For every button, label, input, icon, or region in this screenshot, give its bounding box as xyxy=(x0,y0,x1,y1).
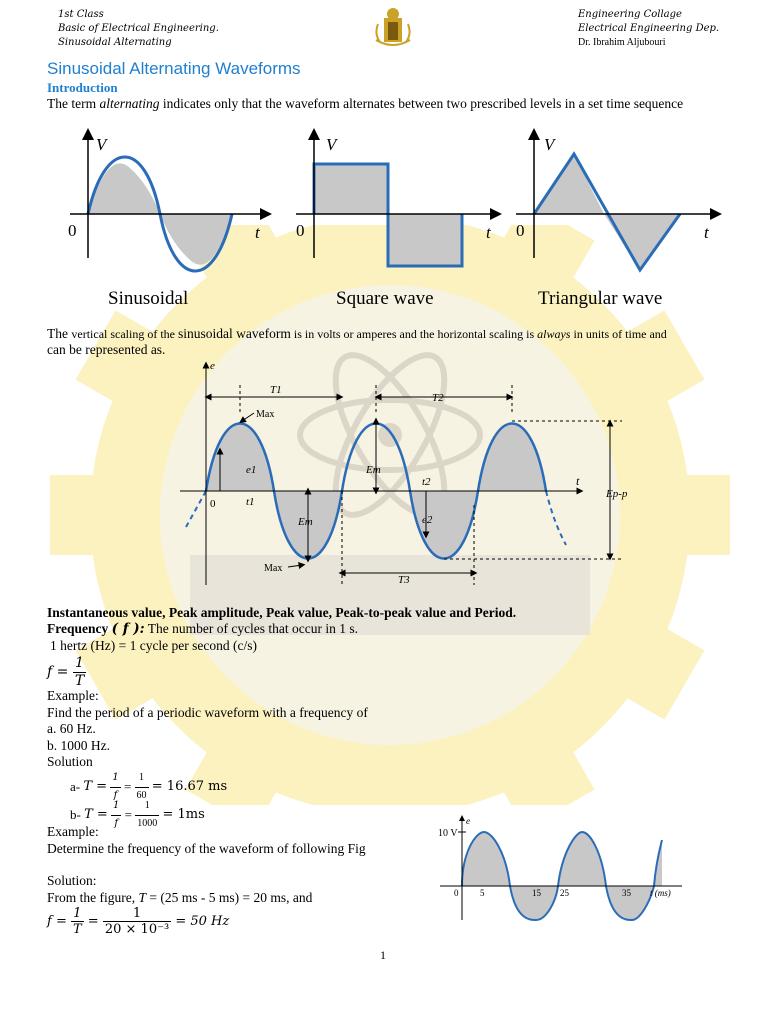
diagram-T2: T2 xyxy=(432,392,444,404)
example2-title: Example: xyxy=(47,824,99,839)
diagram-e1: e1 xyxy=(246,464,257,476)
example1-b: b. 1000 Hz. xyxy=(47,737,110,753)
diagram-e2: e2 xyxy=(422,514,433,526)
header-right xyxy=(578,8,719,50)
scaling-text-b: vertical scaling of the xyxy=(71,327,178,341)
example2-formula xyxy=(47,906,229,937)
scaling-paragraph xyxy=(47,326,727,358)
sa-num1: 1 xyxy=(110,770,120,788)
label-triangular-wave: Triangular wave xyxy=(538,288,663,309)
ex2-e-label: e xyxy=(466,816,470,826)
fig-text-T: T xyxy=(138,889,146,905)
fig-text-b: = (25 ms - 5 ms) = 20 ms, and xyxy=(146,889,313,905)
diagram-max-top: Max xyxy=(256,409,275,420)
ex2-denT: T xyxy=(72,922,82,937)
waveform-figures xyxy=(60,128,730,318)
tri-zero-label: 0 xyxy=(516,221,525,240)
ex2-tick-35: 35 xyxy=(622,888,631,898)
header-course: Basic of Electrical Engineering. xyxy=(58,23,219,34)
example1-solution-a: a- T = $\frac{1}{f}$ = $\frac{1}{60}$ = 16.67 ms xyxy=(70,770,227,804)
sb-den-f: f xyxy=(114,817,119,829)
frequency-symbol: ( f ): xyxy=(111,621,145,637)
diagram-T1: T1 xyxy=(270,384,282,396)
hertz-definition: 1 hertz (Hz) = 1 cycle per second (c/s) xyxy=(50,638,258,653)
diagram-T3: T3 xyxy=(398,574,410,586)
sb-num1: 1 xyxy=(111,798,121,816)
page-number: 1 xyxy=(380,948,386,962)
diagram-t2: t2 xyxy=(422,476,431,488)
frequency-label: Frequency xyxy=(47,621,109,636)
sin-t-label: t xyxy=(255,223,260,242)
header-department: Electrical Engineering Dep. xyxy=(578,23,720,34)
ex2-tick-15: 15 xyxy=(532,888,541,898)
frequency-text: The number of cycles that occur in 1 s. xyxy=(144,621,359,636)
header-author: Dr. Ibrahim Aljubouri xyxy=(578,37,666,48)
sq-t-label: t xyxy=(486,223,491,242)
scaling-text-d: is in volts or amperes and the horizontal scaling is xyxy=(290,327,538,341)
sq-v-label: V xyxy=(326,135,337,154)
label-square-wave: Square wave xyxy=(336,288,434,309)
frequency-formula xyxy=(47,655,86,689)
sa-den-f: f xyxy=(113,789,118,801)
sq-zero-label: 0 xyxy=(296,221,305,240)
sin-v-label: V xyxy=(96,135,107,154)
example1 xyxy=(47,688,467,771)
diagram-Em-top: Em xyxy=(366,464,381,476)
tri-t-label: t xyxy=(704,223,709,242)
header-topic: Sinusoidal Alternating xyxy=(58,37,172,48)
sa-den-60: 60 xyxy=(136,789,147,801)
introduction-heading: Introduction xyxy=(47,80,118,95)
intro-text-b: indicates only that the waveform alternates between two prescribed levels in a set time sequence xyxy=(159,96,684,111)
intro-paragraph xyxy=(47,96,747,113)
example1-solution-b: b- T = $\frac{1}{f}$ = $\frac{1}{1000}$ = 1ms xyxy=(70,798,205,832)
diagram-Em-bottom: Em xyxy=(298,516,313,528)
definitions-heading: Instantaneous value, Peak amplitude, Peak value, Peak-to-peak value and Period. xyxy=(47,605,517,620)
university-logo xyxy=(370,4,416,54)
header-college: Engineering Collage xyxy=(578,9,682,20)
example2-waveform-figure xyxy=(436,812,686,922)
ex2-f-eq: f = xyxy=(47,914,67,929)
ex2-result: = 50 Hz xyxy=(175,914,230,929)
diagram-e-label: e xyxy=(210,360,215,372)
tri-v-label: V xyxy=(544,135,555,154)
label-sinusoidal: Sinusoidal xyxy=(108,288,189,309)
diagram-max-bottom: Max xyxy=(264,563,283,574)
diagram-t-label: t xyxy=(576,474,580,488)
sb-result: = 1ms xyxy=(162,806,205,822)
ex2-tick-25: 25 xyxy=(560,888,569,898)
diagram-Epp: Ep-p xyxy=(606,488,628,500)
example1-title: Example: xyxy=(47,688,99,703)
scaling-text-c: sinusoidal waveform xyxy=(178,326,291,341)
intro-text-a: The term xyxy=(47,96,100,111)
diagram-zero-label: 0 xyxy=(210,498,216,510)
ex2-den2: 20 × 10⁻³ xyxy=(104,922,170,937)
sinusoidal-figure xyxy=(68,134,266,271)
sa-T: T = xyxy=(83,778,108,794)
example2 xyxy=(47,824,427,906)
sb-T: T = xyxy=(84,806,108,822)
ex2-num1: 1 xyxy=(71,906,84,922)
ex2-t-label: t (ms) xyxy=(650,888,671,898)
ex2-tick-0: 0 xyxy=(454,888,459,898)
scaling-text-a: The xyxy=(47,326,72,341)
formula-den: T xyxy=(74,672,85,689)
diagram-t1: t1 xyxy=(246,496,255,508)
ex2-tick-5: 5 xyxy=(480,888,485,898)
sa-prefix: a- xyxy=(70,778,81,794)
ex2-eq: = xyxy=(87,914,99,929)
scaling-text-em: always xyxy=(537,327,571,341)
triangular-wave-figure xyxy=(516,134,716,270)
example2-solution: Solution: xyxy=(47,873,97,888)
formula-f: f = xyxy=(47,663,69,680)
scaling-text-e: in units of time and xyxy=(570,327,667,341)
ex2-amp-label: 10 V xyxy=(438,828,458,839)
example2-question: Determine the frequency of the waveform of following Fig xyxy=(47,840,366,856)
sb-prefix: b- xyxy=(70,806,81,822)
frequency-definition xyxy=(47,621,358,638)
ex2-num2: 1 xyxy=(103,906,171,922)
square-wave-figure xyxy=(296,134,496,266)
sa-num2: 1 xyxy=(135,770,149,788)
example1-a: a. 60 Hz. xyxy=(47,721,96,736)
sin-zero-label: 0 xyxy=(68,221,77,240)
sine-parameters-diagram xyxy=(170,355,640,595)
header-class: 1st Class xyxy=(58,9,104,20)
intro-text-em: alternating xyxy=(99,96,160,111)
example1-solution: Solution xyxy=(47,754,93,769)
formula-num: 1 xyxy=(73,655,86,673)
sa-result: = 16.67 ms xyxy=(151,778,228,794)
header-left xyxy=(58,8,219,50)
sb-num2: 1 xyxy=(135,798,159,816)
logo-icon xyxy=(370,4,416,54)
fig-text-a: From the figure, xyxy=(47,889,139,905)
example1-question: Find the period of a periodic waveform with a frequency of xyxy=(47,704,368,720)
sb-den-1000: 1000 xyxy=(137,817,158,829)
scaling-text-f: can be represented as. xyxy=(47,342,166,357)
page-title: Sinusoidal Alternating Waveforms xyxy=(47,59,301,78)
example2-figure-text xyxy=(47,890,427,907)
